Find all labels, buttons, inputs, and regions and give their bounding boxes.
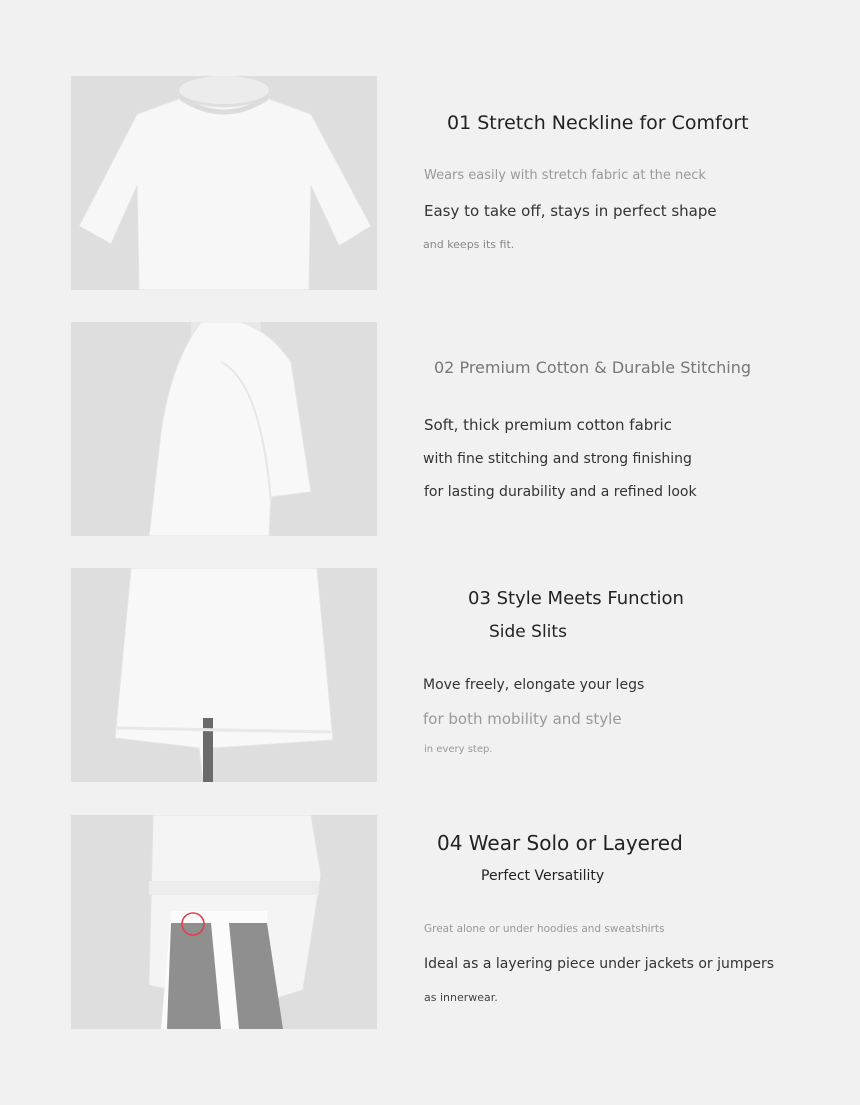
feature-text-2 bbox=[423, 322, 823, 536]
feature-text-4 bbox=[423, 815, 823, 1029]
feature-row-2 bbox=[71, 322, 831, 536]
feature-line: for both mobility and style bbox=[423, 710, 622, 728]
tshirt-slit-illustration bbox=[71, 568, 377, 782]
feature-image-neckline bbox=[71, 76, 377, 290]
feature-line: and keeps its fit. bbox=[423, 238, 515, 251]
feature-image-layered bbox=[71, 815, 377, 1029]
feature-row-1 bbox=[71, 76, 831, 290]
feature-line: Wears easily with stretch fabric at the neck bbox=[424, 168, 706, 183]
feature-line: Great alone or under hoodies and sweatshirts bbox=[424, 923, 665, 935]
feature-title: 02 Premium Cotton & Durable Stitching bbox=[434, 358, 752, 377]
feature-row-4 bbox=[71, 815, 831, 1029]
feature-line: Ideal as a layering piece under jackets or jumpers bbox=[424, 956, 775, 972]
feature-row-3 bbox=[71, 568, 831, 782]
feature-line: for lasting durability and a refined look bbox=[424, 484, 697, 500]
feature-line: as innerwear. bbox=[424, 991, 498, 1004]
feature-title: 01 Stretch Neckline for Comfort bbox=[447, 112, 749, 134]
feature-subtitle: Perfect Versatility bbox=[481, 868, 605, 884]
tshirt-layered-illustration bbox=[71, 815, 377, 1029]
feature-text-3 bbox=[423, 568, 823, 782]
tshirt-front-illustration bbox=[71, 76, 377, 290]
feature-image-side-view bbox=[71, 322, 377, 536]
feature-subtitle: Side Slits bbox=[489, 622, 567, 642]
feature-text-1 bbox=[423, 76, 823, 290]
feature-line: with fine stitching and strong finishing bbox=[423, 451, 692, 467]
feature-line: Move freely, elongate your legs bbox=[423, 677, 645, 693]
tshirt-side-illustration bbox=[71, 322, 377, 536]
feature-line: Soft, thick premium cotton fabric bbox=[424, 416, 672, 434]
feature-title: 03 Style Meets Function bbox=[468, 588, 684, 609]
feature-image-side-slit bbox=[71, 568, 377, 782]
feature-line: in every step. bbox=[424, 744, 493, 755]
feature-line: Easy to take off, stays in perfect shape bbox=[424, 202, 717, 220]
feature-title: 04 Wear Solo or Layered bbox=[437, 831, 683, 855]
